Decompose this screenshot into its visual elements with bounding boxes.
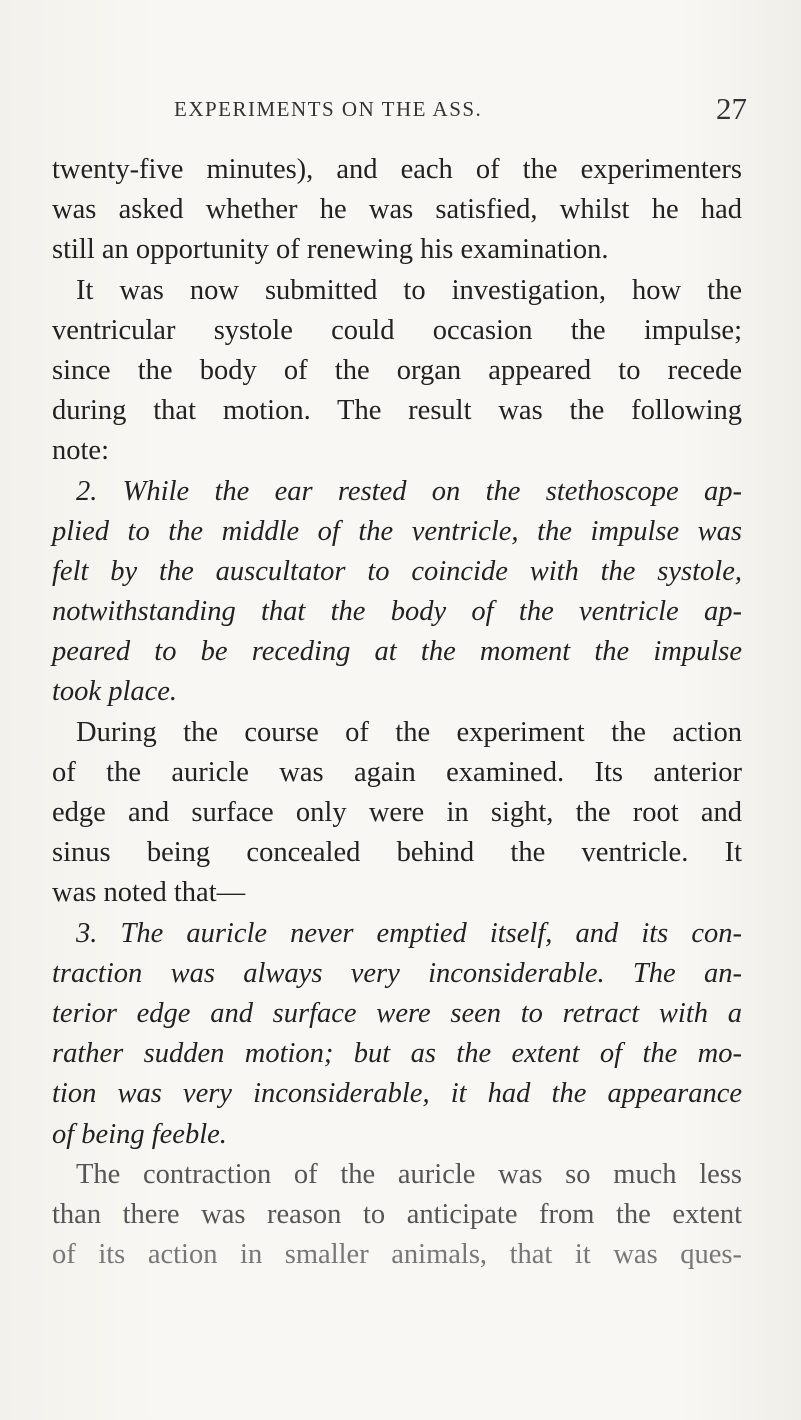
text-line: of being feeble. [52,1118,227,1150]
page-number: 27 [716,91,747,126]
text-line: than there was reason to anticipate from the extent [52,1198,742,1230]
text-line: sinus being concealed behind the ventricle. It [52,837,742,869]
text-line: 2. While the ear rested on the stethoscope ap- [76,475,742,507]
text-line: terior edge and surface were seen to retract with a [52,997,742,1029]
text-line: took place. [52,676,178,708]
text-line: ventricular systole could occasion the impulse; [52,314,742,346]
text-line: was asked whether he was satisfied, whilst he had [52,194,742,226]
text-line: was noted that— [52,877,246,909]
text-line: rather sudden motion; but as the extent of the mo- [52,1038,742,1070]
text-line: of the auricle was again examined. Its anterior [52,756,742,788]
running-head [0,91,801,127]
text-line: since the body of the organ appeared to recede [52,354,742,386]
text-line: twenty-five minutes), and each of the experimenters [52,154,742,185]
text-line: of its action in smaller animals, that it was ques- [52,1239,742,1271]
text-line: The contraction of the auricle was so much less [76,1158,742,1190]
text-line: during that motion. The result was the following [52,395,742,427]
text-line: note: [52,435,109,467]
text-line: notwithstanding that the body of the ventricle ap- [52,596,742,628]
text-line: still an opportunity of renewing his examination. [52,234,609,266]
text-line: tion was very inconsiderable, it had the appearance [52,1078,742,1110]
running-title: EXPERIMENTS ON THE ASS. [174,97,483,121]
text-line: peared to be receding at the moment the impulse [52,636,742,668]
text-line: felt by the auscultator to coincide with the systole, [52,555,742,587]
text-line: 3. The auricle never emptied itself, and its con- [76,917,742,949]
body-text [52,150,742,1275]
text-line: plied to the middle of the ventricle, the impulse was [52,515,742,547]
text-line: It was now submitted to investigation, how the [76,274,742,306]
text-line: During the course of the experiment the action [76,716,742,748]
text-line: traction was always very inconsiderable. The an- [52,957,742,989]
text-line: edge and surface only were in sight, the root and [52,797,742,828]
